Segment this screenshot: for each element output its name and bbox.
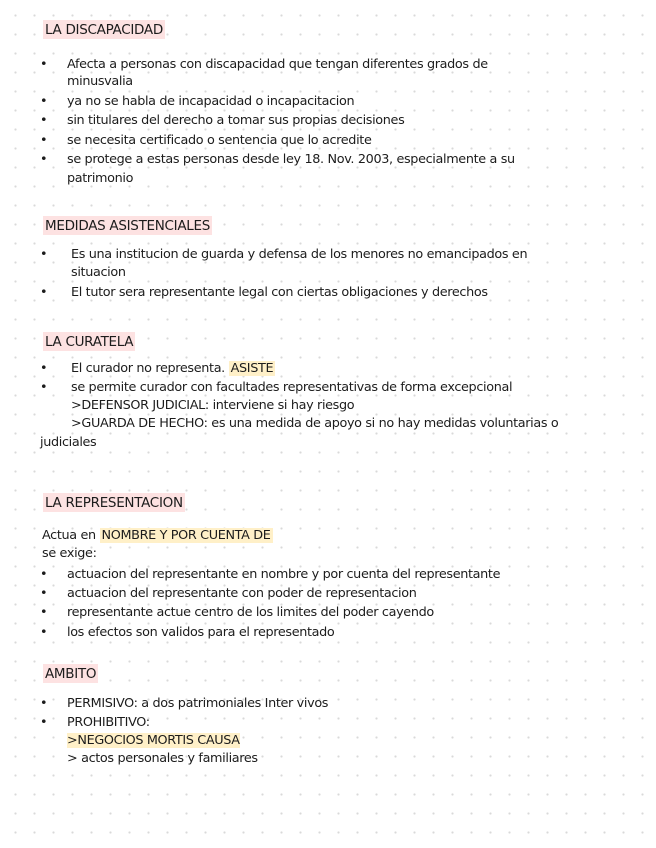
discapacidad-item-1: Afecta a personas con discapacidad que tengan diferentes grados de bbox=[67, 57, 488, 72]
ambito-item-prohibitivo: PROHIBITIVO: bbox=[67, 715, 150, 730]
ambito-sub-mortis-causa bbox=[67, 732, 240, 750]
representacion-item-2: actuacion del representante con poder de representacion bbox=[67, 586, 417, 601]
heading-medidas-asistenciales: MEDIDAS ASISTENCIALES bbox=[45, 218, 211, 234]
bullet-dot: • bbox=[40, 247, 48, 262]
ambito-item-permisivo: PERMISIVO: a dos patrimoniales Inter vivos bbox=[67, 696, 329, 711]
discapacidad-item-5-cont: patrimonio bbox=[67, 171, 134, 186]
bullet-dot: • bbox=[40, 380, 48, 395]
curatela-item-2: se permite curador con facultades representativas de forma excepcional bbox=[71, 380, 513, 395]
bullet-dot: • bbox=[40, 113, 48, 128]
bullet-dot: • bbox=[40, 567, 48, 582]
discapacidad-item-5: se protege a estas personas desde ley 18. Nov. 2003, especialmente a su bbox=[67, 152, 515, 167]
bullet-dot: • bbox=[40, 696, 48, 711]
highlight-mortis-causa: >NEGOCIOS MORTIS CAUSA bbox=[67, 733, 240, 748]
bullet-dot: • bbox=[40, 57, 48, 72]
curatela-sub-guarda: >GUARDA DE HECHO: es una medida de apoyo si no hay medidas voluntarias o bbox=[71, 416, 559, 431]
discapacidad-item-4: se necesita certificado o sentencia que lo acredite bbox=[67, 133, 372, 148]
representacion-item-4: los efectos son validos para el representado bbox=[67, 625, 335, 640]
bullet-dot: • bbox=[40, 715, 48, 730]
curatela-sub-defensor: >DEFENSOR JUDICIAL: interviene si hay riesgo bbox=[71, 398, 355, 413]
representacion-intro bbox=[42, 527, 273, 545]
representacion-intro-text: Actua en bbox=[42, 528, 96, 543]
ambito-sub-actos-personales: > actos personales y familiares bbox=[67, 751, 258, 766]
curatela-item-1 bbox=[71, 360, 275, 378]
bullet-dot: • bbox=[40, 94, 48, 109]
bullet-dot: • bbox=[40, 586, 48, 601]
medidas-item-1-cont: situacion bbox=[71, 265, 126, 280]
bullet-dot: • bbox=[40, 285, 48, 300]
heading-discapacidad: LA DISCAPACIDAD bbox=[45, 22, 163, 38]
bullet-dot: • bbox=[40, 152, 48, 167]
discapacidad-item-1-cont: minusvalia bbox=[67, 74, 133, 89]
representacion-item-3: representante actue centro de los limites del poder cayendo bbox=[67, 605, 434, 620]
bullet-dot: • bbox=[40, 625, 48, 640]
representacion-se-exige: se exige: bbox=[42, 546, 97, 561]
discapacidad-item-2: ya no se habla de incapacidad o incapacitacion bbox=[67, 94, 355, 109]
bullet-dot: • bbox=[40, 133, 48, 148]
heading-curatela: LA CURATELA bbox=[45, 334, 134, 350]
medidas-item-1: Es una institucion de guarda y defensa de los menores no emancipados en bbox=[71, 247, 528, 262]
heading-representacion: LA REPRESENTACION bbox=[45, 495, 183, 511]
bullet-dot: • bbox=[40, 361, 48, 376]
bullet-dot: • bbox=[40, 605, 48, 620]
curatela-sub-guarda-cont: judiciales bbox=[40, 435, 97, 450]
highlight-asiste: ASISTE bbox=[230, 361, 274, 376]
highlight-nombre-cuenta: NOMBRE Y POR CUENTA DE bbox=[101, 528, 271, 543]
medidas-item-2: El tutor sera representante legal con ciertas obligaciones y derechos bbox=[71, 285, 488, 300]
curatela-item-1-text: El curador no representa. bbox=[71, 361, 225, 376]
heading-ambito: AMBITO bbox=[45, 666, 97, 682]
discapacidad-item-3: sin titulares del derecho a tomar sus propias decisiones bbox=[67, 113, 405, 128]
representacion-item-1: actuacion del representante en nombre y por cuenta del representante bbox=[67, 567, 501, 582]
